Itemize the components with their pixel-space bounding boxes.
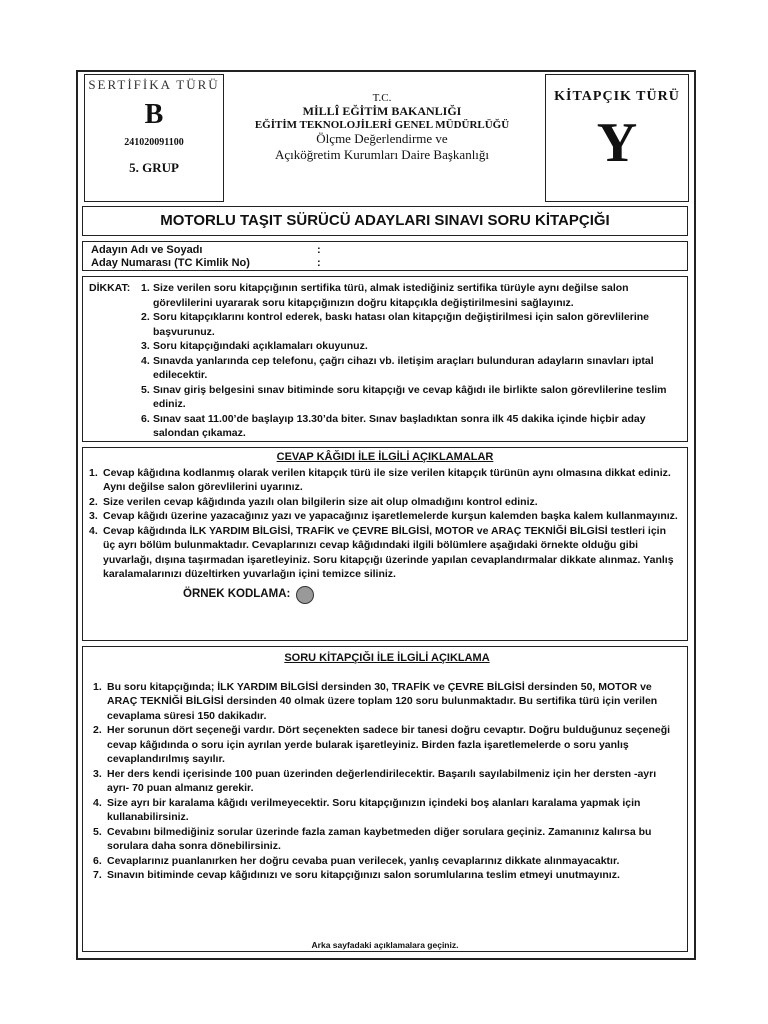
booklet-type-value: Y [596, 112, 638, 174]
ministry-line-1: T.C. [372, 92, 392, 104]
booklet-item-number: 2. [93, 724, 102, 736]
attention-item-number: 3. [141, 340, 150, 352]
booklet-item-number: 1. [93, 680, 102, 693]
example-coding [89, 586, 681, 604]
booklet-type-box [545, 74, 689, 202]
booklet-item-number: 3. [93, 767, 102, 780]
booklet-info-section [82, 646, 688, 952]
answer-sheet-item [89, 509, 681, 524]
booklet-item-number: 7. [93, 869, 102, 881]
candidate-name-colon: : [317, 244, 321, 256]
attention-item-number: 2. [141, 311, 150, 323]
booklet-info-item [93, 680, 681, 724]
answer-sheet-item [89, 495, 681, 510]
answer-item-text: Cevap kâğıdına kodlanmış olarak verilen kitapçık türü ile size verilen kitapçık türünün aynı olmasına dikkat ediniz. Aynı değilse salon görevlilerini uyarınız. [103, 466, 671, 493]
attention-item [89, 310, 681, 339]
attention-item [89, 412, 681, 441]
candidate-id-colon: : [317, 257, 321, 269]
ministry-line-3: EĞİTİM TEKNOLOJİLERİ GENEL MÜDÜRLÜĞÜ [254, 119, 510, 131]
booklet-info-item [93, 796, 681, 825]
answer-item-text: Cevap kâğıdında İLK YARDIM BİLGİSİ, TRAFİK ve ÇEVRE BİLGİSİ, MOTOR ve ARAÇ TEKNİĞİ BİLGİSİ testleri için üç ayrı bölüm bulunmaktadır. Cevaplarınızı cevap kâğıdındaki ilgili bölümlere aşağıdaki örnekte olduğu gibi yuvarlağı, dışına taşırmadan işaretleyiniz. Soru kitapçığı üzerinde yapılan cevaplandırmalar dikkate alınmaz. Yanlış karalamalarınızı düzeltirken yuvarlağın içini temizce siliniz. [103, 524, 674, 580]
booklet-type-label: KİTAPÇIK TÜRÜ [554, 89, 680, 104]
attention-item-number: 1. [141, 282, 150, 294]
booklet-info-item [93, 868, 681, 883]
booklet-info-item [93, 723, 681, 767]
ministry-line-4: Ölçme Değerlendirme ve [316, 131, 448, 146]
attention-item-number: 6. [141, 412, 150, 425]
booklet-item-text: Bu soru kitapçığında; İLK YARDIM BİLGİSİ dersinden 30, TRAFİK ve ÇEVRE BİLGİSİ dersinden 50, MOTOR ve ARAÇ TEKNİĞİ BİLGİSİ dersinden 40 olmak üzere toplam 120 soru bulunmaktadır. Bu sertifika türü için verilen cevaplama süresi 150 dakikadır. [107, 680, 658, 722]
answer-item-text: Cevap kâğıdı üzerine yazacağınız yazı ve yapacağınız işaretlemelerde kurşun kalemden başka kalem kullanmayınız. [103, 510, 678, 522]
booklet-info-item [93, 767, 681, 796]
answer-item-number: 4. [89, 524, 98, 537]
answer-sheet-item [89, 524, 681, 582]
certificate-type-box [84, 74, 224, 202]
example-coding-label: ÖRNEK KODLAMA: [183, 588, 291, 601]
booklet-item-text: Her sorunun dört seçeneği vardır. Dört seçenekten sadece bir tanesi doğru cevaptır. Doğru bulduğunuz seçeneği cevap kâğıdında o soru için ayrılan yerde bularak işaretleyiniz. Birden fazla işaretlemelerde o soru yanlış cevaplandırılmış sayılır. [107, 724, 671, 765]
booklet-item-text: Size ayrı bir karalama kâğıdı verilmeyecektir. Soru kitapçığınızın içindeki boş alanları karalama yapmak için kullanabilirsiniz. [107, 796, 641, 823]
attention-item-text: Sınavda yanlarında cep telefonu, çağrı cihazı vb. iletişim araçları bulunduran adayların sınavları iptal edilecektir. [153, 354, 654, 381]
answer-item-number: 1. [89, 466, 98, 479]
answer-item-text: Size verilen cevap kâğıdında yazılı olan bilgilerin size ait olup olmadığını kontrol ediniz. [103, 495, 538, 508]
candidate-name-label: Adayın Adı ve Soyadı [91, 244, 203, 256]
booklet-item-number: 5. [93, 825, 102, 838]
certificate-code: 241020091100 [124, 137, 184, 148]
booklet-item-text: Cevabını bilmediğiniz sorular üzerinde fazla zaman kaybetmeden diğer sorulara geçiniz. Zamanınız kalırsa bu sorulara daha sonra dönebilirsiniz. [107, 825, 652, 852]
candidate-id-label: Aday Numarası (TC Kimlik No) [91, 257, 250, 269]
group-label: 5. GRUP [129, 160, 179, 175]
ministry-line-2: MİLLÎ EĞİTİM BAKANLIĞI [302, 104, 462, 118]
footer-note: Arka sayfadaki açıklamalara geçiniz. [311, 940, 459, 950]
booklet-item-text: Her ders kendi içerisinde 100 puan üzerinden değerlendirilecektir. Başarılı sayılabilmeniz için her dersten -ayrı ayrı- 70 puan almanız gerekir. [107, 767, 657, 794]
attention-item [89, 354, 681, 383]
candidate-identity-box [82, 241, 688, 271]
attention-item-text: Soru kitapçıklarını kontrol ederek, baskı hatası olan kitapçığın değiştirilmesi için salon görevlilerine başvurunuz. [153, 311, 649, 338]
answer-sheet-item [89, 466, 681, 495]
booklet-item-number: 6. [93, 854, 102, 867]
booklet-item-number: 4. [93, 796, 102, 809]
booklet-item-text: Cevaplarınız puanlanırken her doğru cevaba puan verilecek, yanlış cevaplarınız dikkate alınmayacaktır. [107, 854, 620, 867]
attention-label: DİKKAT: [89, 282, 131, 294]
attention-item-text: Size verilen soru kitapçığının sertifika türü, almak istediğiniz sertifika türüyle aynı değilse salon görevlilerini uyararak soru kitapçığınızın doğru kitapçıkla değiştirilmesini sağlayınız. [153, 282, 629, 309]
certificate-type-value: B [144, 99, 164, 130]
filled-bubble-icon [296, 586, 314, 604]
booklet-info-item [93, 854, 681, 869]
booklet-item-text: Sınavın bitiminde cevap kâğıdınızı ve soru kitapçığınızı salon sorumlularına teslim etmeyi unutmayınız. [107, 869, 620, 881]
attention-item-number: 5. [141, 383, 150, 396]
attention-item-text: Sınav giriş belgesini sınav bitiminde soru kitapçığı ve cevap kâğıdı ile birlikte salon görevlilerine teslim ediniz. [153, 383, 667, 410]
attention-item-text: Soru kitapçığındaki açıklamaları okuyunuz. [153, 340, 368, 352]
attention-item-text: Sınav saat 11.00’de başlayıp 13.30’da biter. Sınav başladıktan sonra ilk 45 dakika içinde hiçbir aday salondan çıkamaz. [153, 412, 646, 439]
attention-section [82, 276, 688, 442]
ministry-line-5: Açıköğretim Kurumları Daire Başkanlığı [274, 147, 490, 162]
attention-item [89, 339, 681, 354]
attention-item [89, 383, 681, 412]
certificate-type-label: SERTİFİKA TÜRÜ [88, 77, 220, 92]
attention-item [89, 281, 681, 310]
ministry-header [224, 74, 540, 202]
answer-sheet-title: CEVAP KÂĞIDI İLE İLGİLİ AÇIKLAMALAR [276, 451, 494, 463]
document-title: MOTORLU TAŞIT SÜRÜCÜ ADAYLARI SINAVI SORU KİTAPÇIĞI [82, 206, 688, 236]
answer-item-number: 2. [89, 495, 98, 508]
attention-item-number: 4. [141, 354, 150, 367]
answer-item-number: 3. [89, 510, 98, 522]
booklet-info-item [93, 825, 681, 854]
booklet-info-title: SORU KİTAPÇIĞI İLE İLGİLİ AÇIKLAMA [284, 652, 490, 664]
answer-sheet-section [82, 447, 688, 641]
